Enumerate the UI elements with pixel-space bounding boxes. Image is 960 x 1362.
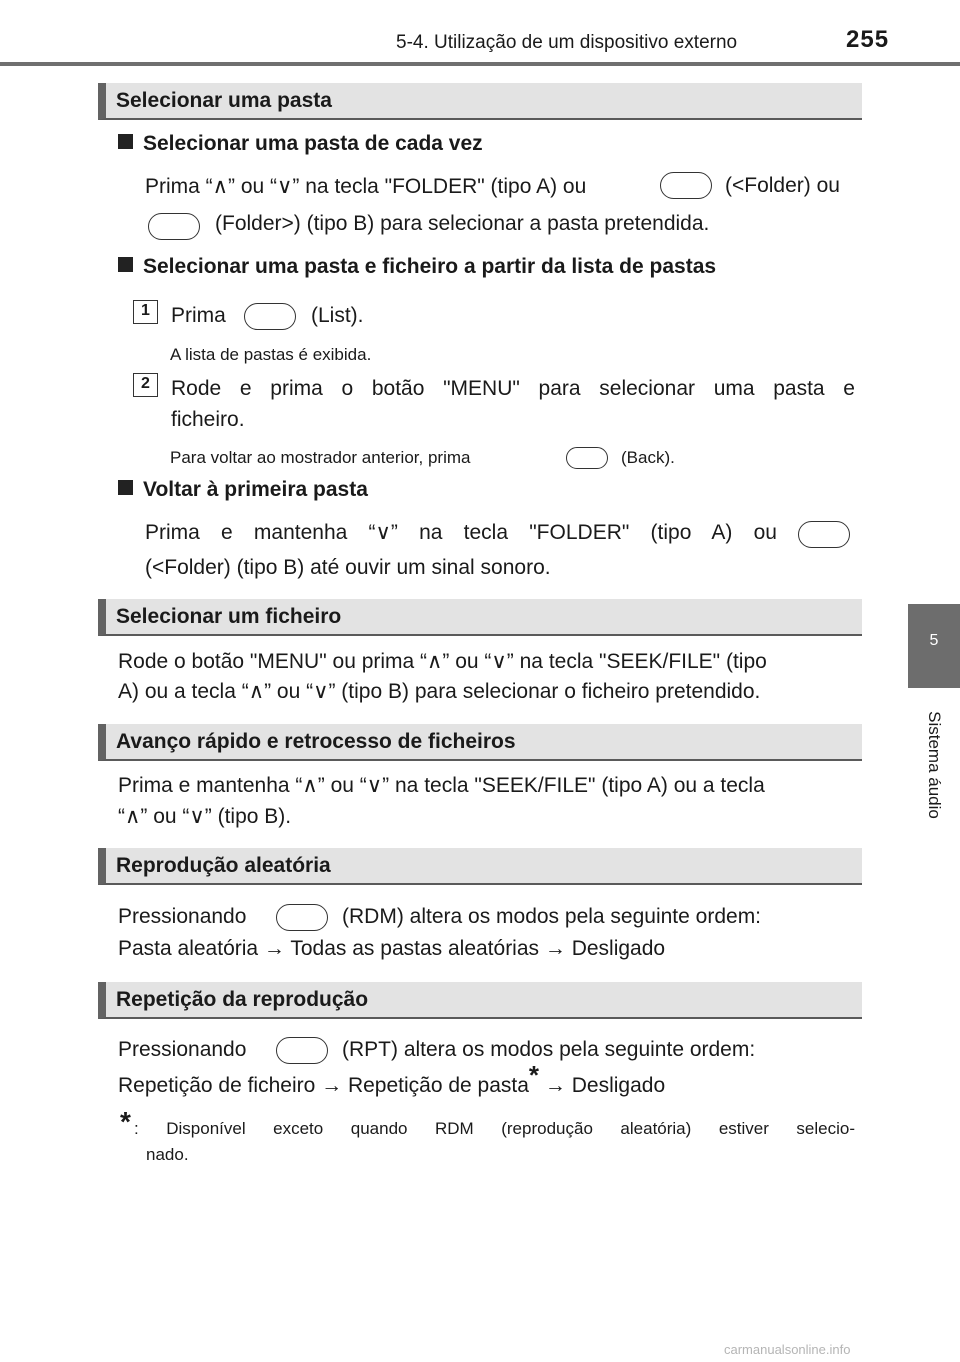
footnote-mark: *: [120, 1106, 131, 1137]
text-line: (<Folder) (tipo B) até ouvir um sinal sonoro.: [145, 556, 551, 579]
text-line: Rode e prima o botão "MENU" para selecionar uma pasta e: [171, 377, 855, 400]
button-icon: [566, 447, 608, 469]
text-line: Prima e mantenha “∧” ou “∨” na tecla "SEEK/FILE" (tipo A) ou a tecla: [118, 774, 765, 797]
text-line: ficheiro.: [171, 408, 245, 431]
note-text: A lista de pastas é exibida.: [170, 345, 372, 364]
square-bullet-icon: [118, 257, 133, 272]
section-heading-folder: Selecionar uma pasta: [98, 83, 862, 120]
text-line: (Folder>) (tipo B) para selecionar a pasta pretendida.: [215, 212, 710, 235]
text-line: Prima “∧” ou “∨” na tecla "FOLDER" (tipo A) ou: [145, 175, 587, 198]
square-bullet-icon: [118, 480, 133, 495]
button-icon: [798, 521, 850, 548]
chapter-tab: [908, 604, 960, 688]
subheading-folder-one-at-a-time: Selecionar uma pasta de cada vez: [118, 132, 483, 156]
section-heading-random: Reprodução aleatória: [98, 848, 862, 885]
text-line: Prima e mantenha “∨” na tecla "FOLDER" (tipo A) ou: [145, 521, 777, 544]
text-line: (RDM) altera os modos pela seguinte ordem:: [342, 905, 762, 928]
text-line: Prima: [171, 304, 226, 327]
page-number: 255: [846, 26, 890, 53]
text-line: Pressionando: [118, 905, 247, 928]
text-line: (List).: [311, 304, 364, 327]
note-text: (Back).: [621, 448, 675, 467]
footnote-line: : Disponível exceto quando RDM (reprodução aleatória) estiver selecio-: [134, 1119, 855, 1138]
watermark: carmanualsonline.info: [724, 1342, 851, 1357]
button-icon: [660, 172, 712, 199]
text-line: Repetição de ficheiro → Repetição de pasta* → Desligado: [118, 1060, 666, 1097]
button-icon: [148, 213, 200, 240]
section-heading-file: Selecionar um ficheiro: [98, 599, 862, 636]
text-line: Pasta aleatória → Todas as pastas aleatórias → Desligado: [118, 937, 666, 960]
footnote-line: nado.: [146, 1145, 189, 1164]
square-bullet-icon: [118, 134, 133, 149]
text-line: “∧” ou “∨” (tipo B).: [118, 805, 292, 828]
header-rule: [0, 62, 960, 66]
text-line: A) ou a tecla “∧” ou “∨” (tipo B) para selecionar o ficheiro pretendido.: [118, 680, 761, 703]
button-icon: [276, 904, 328, 931]
text-line: (RPT) altera os modos pela seguinte ordem:: [342, 1038, 756, 1061]
chapter-label: Sistema áudio: [925, 711, 944, 819]
button-icon: [276, 1037, 328, 1064]
button-icon: [244, 303, 296, 330]
step-number-2: 2: [133, 373, 158, 397]
chapter-label-box: [908, 690, 960, 840]
asterisk-mark: *: [528, 1060, 540, 1090]
header-section-title: 5-4. Utilização de um dispositivo externo: [396, 32, 738, 53]
text-line: Rode o botão "MENU" ou prima “∧” ou “∨” na tecla "SEEK/FILE" (tipo: [118, 650, 767, 673]
section-heading-repeat: Repetição da reprodução: [98, 982, 862, 1019]
subheading-first-folder: Voltar à primeira pasta: [118, 478, 368, 502]
section-heading-fast-forward: Avanço rápido e retrocesso de ficheiros: [98, 724, 862, 761]
text-line: (<Folder) ou: [725, 174, 840, 197]
note-text: Para voltar ao mostrador anterior, prima: [170, 448, 471, 467]
subheading-folder-list: Selecionar uma pasta e ficheiro a partir da lista de pastas: [118, 255, 716, 279]
step-number-1: 1: [133, 300, 158, 324]
text-line: Pressionando: [118, 1038, 247, 1061]
chapter-number: 5: [929, 632, 939, 649]
